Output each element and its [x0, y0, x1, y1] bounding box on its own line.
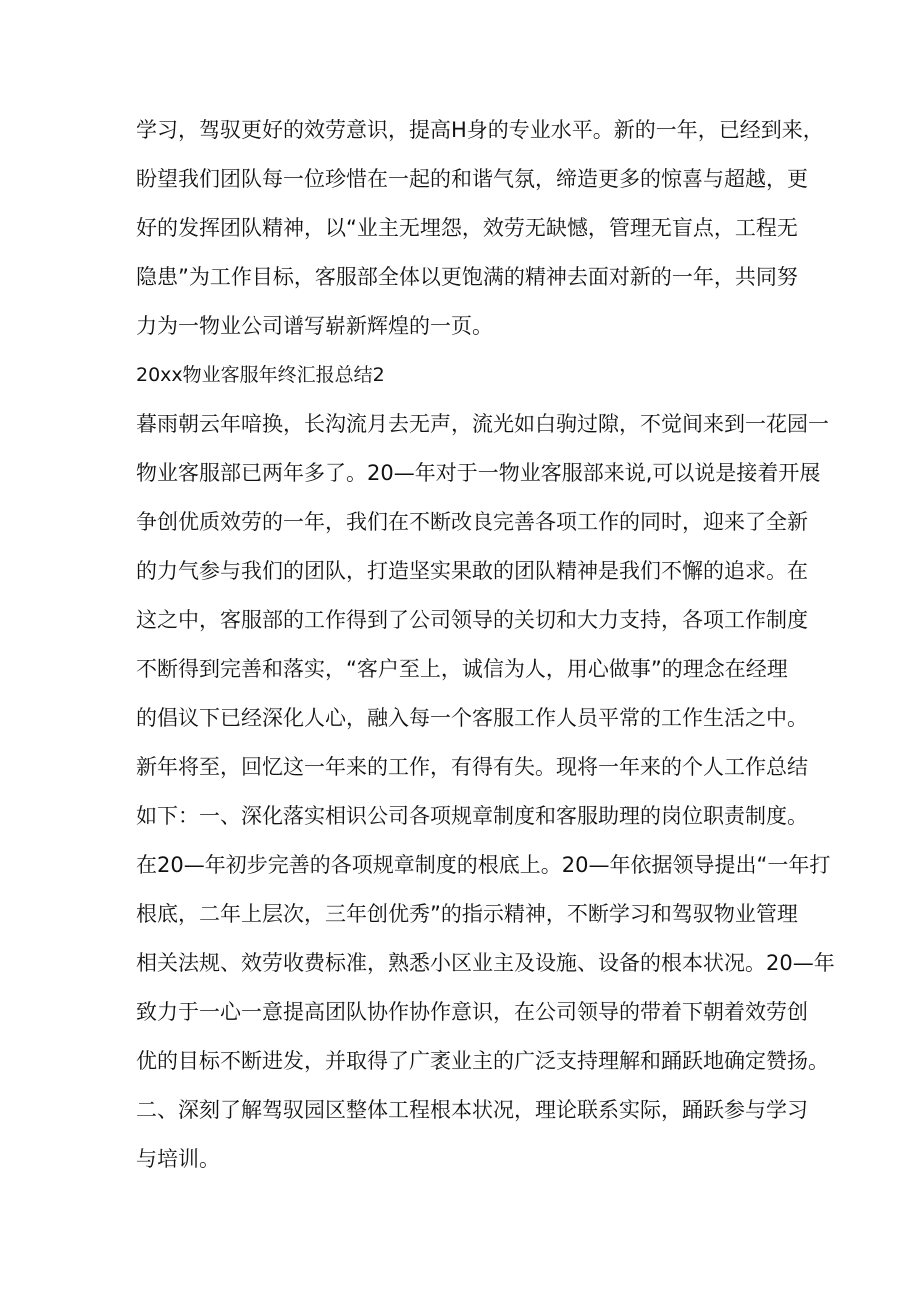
body-line: 盼望我们团队每一位珍惜在一起的和谐气氛，缔造更多的惊喜与超越，更 [136, 167, 808, 191]
body-line: 学习，驾驭更好的效劳意识，提高H身的专业水平。新的一年，已经到来， [136, 118, 824, 142]
body-line: 这之中，客服部的工作得到了公司领导的关切和大力支持，各项工作制度 [136, 608, 808, 632]
body-line: 争创优质效劳的一年，我们在不断改良完善各项工作的同时，迎来了全新 [136, 510, 808, 534]
body-line: 物业客服部已两年多了。20—年对于一物业客服部来说,可以说是接着开展 [136, 461, 821, 485]
body-line: 二、深刻了解驾驭园区整体工程根本状况，理论联系实际，踊跃参与学习 [136, 1098, 808, 1122]
body-line: 不断得到完善和落实，“客户至上，诚信为人，用心做事”的理念在经理 [136, 657, 788, 681]
body-line: 根底，二年上层次，三年创优秀”的指示精神，不断学习和驾驭物业管理 [136, 902, 798, 926]
body-line: 致力于一心一意提高团队协作协作意识，在公司领导的带着下朝着效劳创 [136, 1000, 808, 1024]
body-line: 优的目标不断进发，并取得了广袤业主的广泛支持理解和踊跃地确定赞扬。 [136, 1049, 829, 1073]
body-line: 好的发挥团队精神，以“业主无埋怨，效劳无缺憾，管理无盲点，工程无 [136, 216, 798, 240]
body-line: 力为一物业公司谱写崭新辉煌的一页。 [136, 314, 493, 338]
body-line: 的力气参与我们的团队，打造坚实果敢的团队精神是我们不懈的追求。在 [136, 559, 808, 583]
section-heading: 20xx物业客服年终汇报总结2 [136, 364, 385, 386]
body-line: 暮雨朝云年喑换，长沟流月去无声，流光如白驹过隙，不觉间来到一花园一 [136, 412, 829, 436]
body-line: 的倡议下已经深化人心，融入每一个客服工作人员平常的工作生活之中。 [136, 706, 808, 730]
body-line: 新年将至，回忆这一年来的工作，有得有失。现将一年来的个人工作总结 [136, 755, 808, 779]
body-line: 与培训。 [136, 1147, 220, 1171]
body-line: 隐患”为工作目标，客服部全体以更饱满的精神去面对新的一年，共同努 [136, 265, 798, 289]
body-line: 相关法规、效劳收费标准，熟悉小区业主及设施、设备的根本状况。20—年 [136, 951, 835, 975]
body-line: 在20—年初步完善的各项规章制度的根底上。20—年依据领导提出“一年打 [136, 853, 831, 877]
body-line: 如下：一、深化落实相识公司各项规章制度和客服助理的岗位职责制度。 [136, 804, 808, 828]
